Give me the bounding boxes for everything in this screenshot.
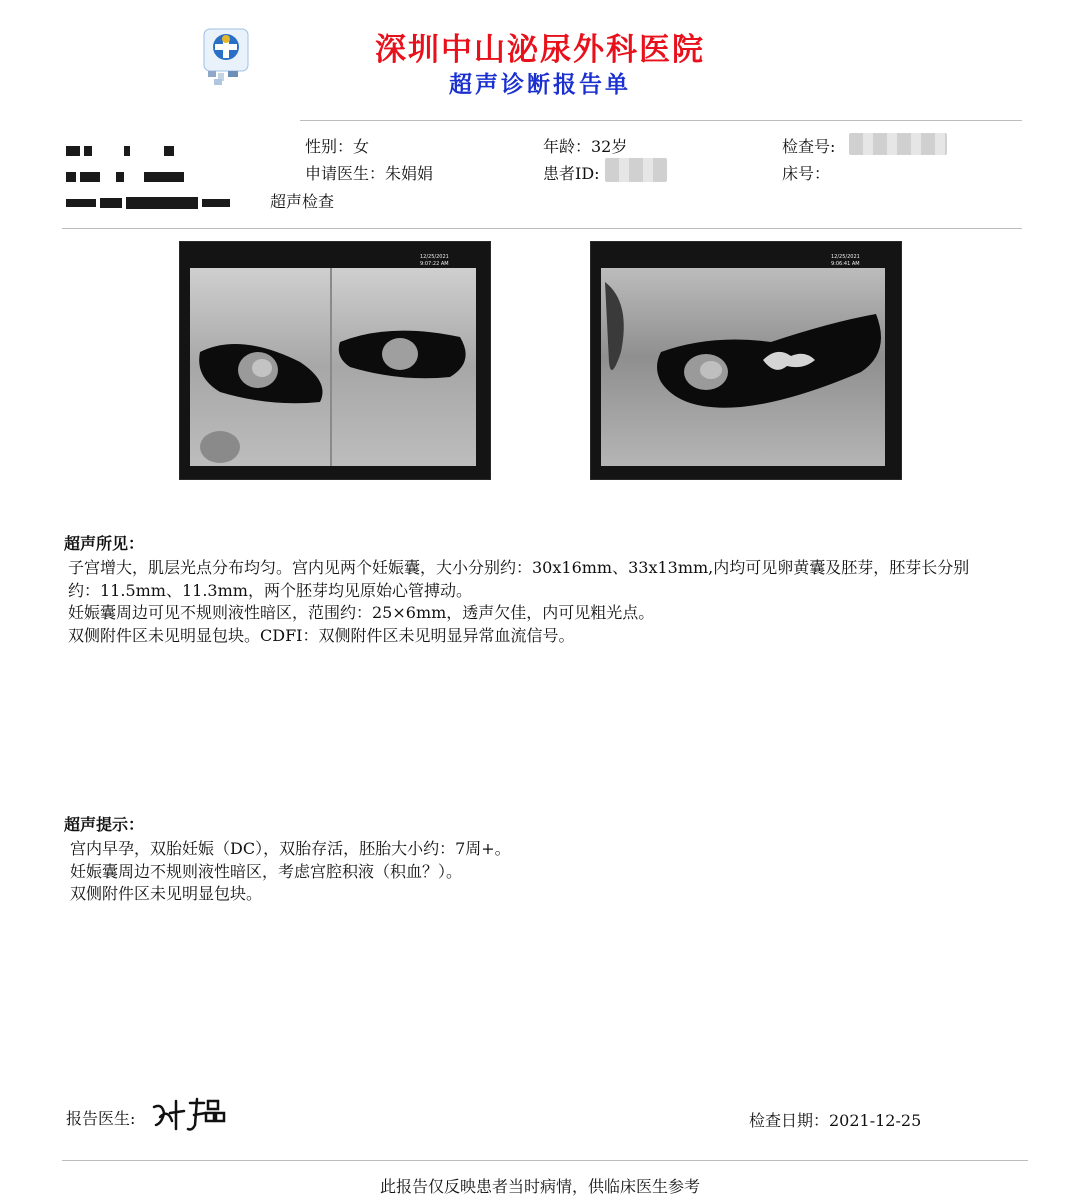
info-divider (62, 228, 1022, 229)
scan-time-left: 9:07:22 AM (420, 261, 449, 267)
findings-text (68, 557, 1018, 647)
redacted-department (66, 192, 234, 211)
findings-line: 妊娠囊周边可见不规则液性暗区，范围约：25×6mm，透声欠佳，内可见粗光点。 (68, 603, 655, 622)
redacted-name (66, 140, 178, 159)
reporting-doctor-label: 报告医生: (66, 1109, 136, 1128)
impression-line: 妊娠囊周边不规则液性暗区，考虑宫腔积液（积血？）。 (70, 861, 463, 881)
exam-number-label: 检查号: (782, 137, 836, 156)
redacted-info (66, 166, 188, 185)
impression-title: 超声提示： (64, 815, 145, 834)
header-divider (300, 120, 1022, 121)
findings-title: 超声所见： (64, 534, 145, 553)
impression-line: 宫内早孕，双胎妊娠（DC），双胎存活，胚胎大小约：7周+。 (70, 839, 511, 858)
scan-time-right: 9:06:41 AM (831, 261, 860, 267)
age-field: 年龄：32岁 (543, 137, 628, 156)
disclaimer: 此报告仅反映患者当时病情，供临床医生参考 (379, 1177, 700, 1196)
patient-id-redacted (605, 158, 667, 182)
scan-date-right: 12/25/2021 (831, 254, 860, 260)
findings-line: 子宫增大，肌层光点分布均匀。宫内见两个妊娠囊，大小分别约：30x16mm、33x13mm,内均可见卵黄囊及胚芽，胚芽长分别 (68, 558, 970, 577)
exam-type: 超声检查 (270, 192, 335, 211)
ultrasound-image-right (590, 241, 902, 480)
exam-number-redacted (849, 133, 947, 155)
footer-divider (62, 1160, 1028, 1161)
findings-line: 双侧附件区未见明显包块。CDFI：双侧附件区未见明显异常血流信号。 (68, 625, 575, 645)
doctor-signature (150, 1095, 230, 1135)
impression-text (70, 838, 1020, 906)
impression-line: 双侧附件区未见明显包块。 (70, 884, 263, 903)
ultrasound-image-left (179, 241, 491, 480)
patient-id-label: 患者ID: (543, 164, 600, 183)
report-title: 超声诊断报告单 (449, 72, 631, 98)
findings-line: 约：11.5mm、11.3mm，两个胚芽均见原始心管搏动。 (68, 580, 472, 600)
gender-field: 性别：女 (305, 137, 370, 156)
scan-date-left: 12/25/2021 (420, 254, 449, 260)
hospital-name: 深圳中山泌尿外科医院 (375, 32, 705, 68)
exam-date: 检查日期：2021-12-25 (749, 1111, 922, 1130)
requesting-doctor-field: 申请医生：朱娟娟 (305, 164, 434, 183)
bed-number-field: 床号： (782, 164, 831, 183)
